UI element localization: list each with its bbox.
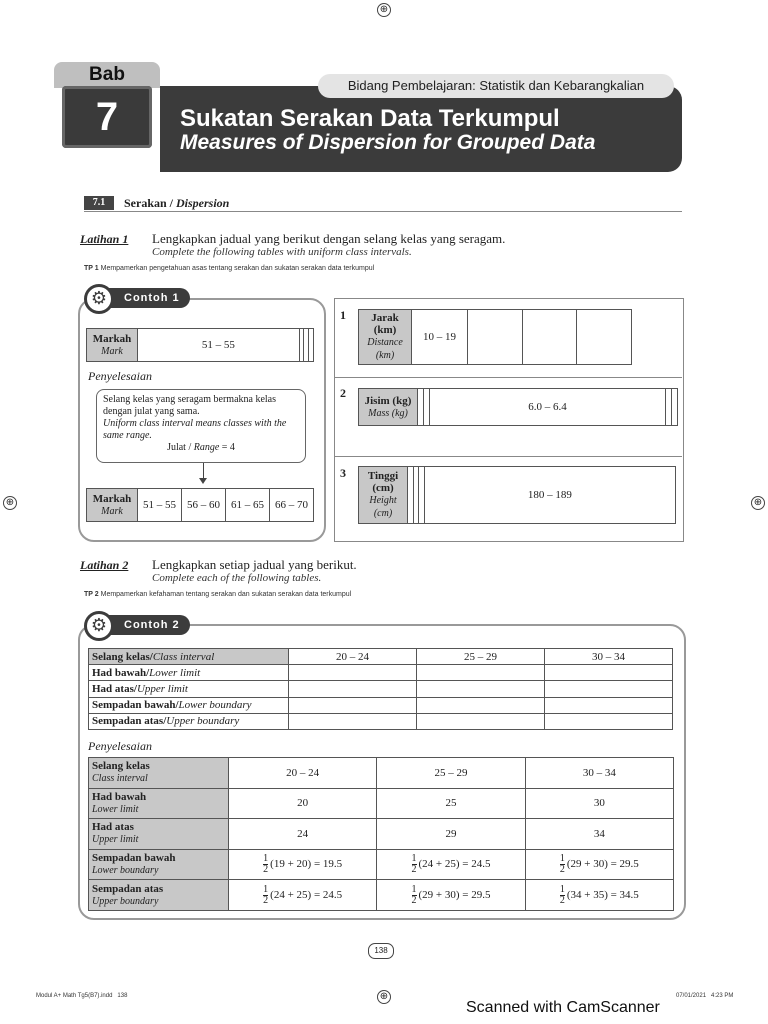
question-2-table <box>358 388 678 426</box>
fraction-half: $\frac{1}{2}$ <box>559 883 565 906</box>
file-info: Modul A+ Math Tg5(B7).indd 138 <box>36 993 128 999</box>
table-cell <box>545 697 673 713</box>
exercise-instruction-en: Complete each of the following tables. <box>152 572 322 584</box>
table-cell <box>289 713 417 729</box>
section-number: 7.1 <box>84 196 114 210</box>
table-cell: 10 – 19 <box>412 310 468 365</box>
table-cell <box>417 681 545 697</box>
gear-icon: ⚙ <box>84 611 114 641</box>
row-header: Selang kelas/Class interval <box>89 649 289 665</box>
table-header: Tinggi (cm) Height (cm) <box>359 467 408 524</box>
table-cell: 20 – 24 <box>229 758 377 789</box>
answer-cell[interactable] <box>522 310 577 365</box>
table-cell <box>309 329 314 362</box>
example-2-question-table <box>88 648 673 730</box>
table-header: Jisim (kg) Mass (kg) <box>359 389 418 426</box>
fraction-half: $\frac{1}{2}$ <box>263 883 269 906</box>
solution-heading: Penyelesaian <box>88 739 152 753</box>
divider <box>334 456 682 457</box>
exercise-label: Latihan 2 <box>80 558 129 572</box>
fraction-half: $\frac{1}{2}$ <box>559 853 565 876</box>
chapter-number: 7 <box>62 86 152 148</box>
question-1-table <box>358 309 632 365</box>
table-cell: 61 – 65 <box>226 489 270 522</box>
table-header: Jarak (km) Distance (km) <box>359 310 412 365</box>
table-cell: 25 – 29 <box>377 758 525 789</box>
table-cell: 25 <box>377 788 525 819</box>
page-title: Sukatan Serakan Data Terkumpul <box>180 105 560 132</box>
table-cell: 29 <box>377 819 525 850</box>
row-header: Sempadan bawah/Lower boundary <box>89 697 289 713</box>
note-range: Julat / Range = 4 <box>167 442 235 453</box>
solution-heading: Penyelesaian <box>88 369 152 383</box>
exercise-instruction-en: Complete the following tables with uniform class intervals. <box>152 246 412 258</box>
registration-mark-icon: ⊕ <box>377 3 391 17</box>
answer-cell[interactable] <box>577 310 632 365</box>
answer-cell[interactable] <box>671 389 677 426</box>
question-number: 1 <box>340 308 346 322</box>
question-number: 2 <box>340 386 346 400</box>
row-header: Had atas Upper limit <box>89 819 229 850</box>
table-cell: 180 – 189 <box>424 467 675 524</box>
table-cell <box>545 681 673 697</box>
table-cell: 30 – 34 <box>525 758 673 789</box>
learning-level: TP 2 Mempamerkan kefahaman tentang serakan dan sukatan serakan data terkumpul <box>84 591 352 598</box>
table-cell <box>289 665 417 681</box>
row-header: Had bawah/Lower limit <box>89 665 289 681</box>
table-cell <box>417 665 545 681</box>
example-question-table <box>86 328 314 362</box>
registration-mark-icon: ⊕ <box>377 990 391 1004</box>
chapter-tab: Bab <box>54 62 160 88</box>
row-header: Had atas/Upper limit <box>89 681 289 697</box>
exercise-label: Latihan 1 <box>80 232 129 246</box>
table-header: Markah Mark <box>87 489 138 522</box>
learning-level: TP 1 Mempamerkan pengetahuan asas tentang serakan dan sukatan serakan data terkumpul <box>84 265 375 272</box>
example-answer-table <box>86 488 314 522</box>
exercise-instruction: Lengkapkan jadual yang berikut dengan selang kelas yang seragam. <box>152 231 506 246</box>
page-subtitle: Measures of Dispersion for Grouped Data <box>180 131 596 154</box>
note-ms: Selang kelas yang seragam bermakna kelas dengan julat yang sama. <box>103 394 276 417</box>
table-cell: $\frac{1}{2}$ (24 + 25) = 24.5 <box>229 880 377 911</box>
section-divider <box>84 211 682 212</box>
subject-area: Bidang Pembelajaran: Statistik dan Kebarangkalian <box>318 74 674 98</box>
example-2-solution-table <box>88 757 674 911</box>
exercise-instruction: Lengkapkan setiap jadual yang berikut. <box>152 557 357 572</box>
fraction-half: $\frac{1}{2}$ <box>411 853 417 876</box>
registration-mark-icon: ⊕ <box>3 496 17 510</box>
table-cell: 6.0 – 6.4 <box>429 389 665 426</box>
table-cell: 20 – 24 <box>289 649 417 665</box>
table-cell: $\frac{1}{2}$ (24 + 25) = 24.5 <box>377 849 525 880</box>
table-cell: $\frac{1}{2}$ (29 + 30) = 29.5 <box>525 849 673 880</box>
row-header: Sempadan atas/Upper boundary <box>89 713 289 729</box>
explanation-note <box>96 389 306 463</box>
table-cell: 51 – 55 <box>138 329 300 362</box>
row-header: Sempadan atas Upper boundary <box>89 880 229 911</box>
table-cell: 66 – 70 <box>270 489 314 522</box>
table-cell <box>417 697 545 713</box>
table-cell: 30 <box>525 788 673 819</box>
table-cell: $\frac{1}{2}$ (34 + 35) = 34.5 <box>525 880 673 911</box>
fraction-half: $\frac{1}{2}$ <box>411 883 417 906</box>
table-cell: 30 – 34 <box>545 649 673 665</box>
table-cell <box>545 665 673 681</box>
section-title: Serakan / Dispersion <box>124 196 230 210</box>
table-cell: $\frac{1}{2}$ (29 + 30) = 29.5 <box>377 880 525 911</box>
example-label: Contoh 2 <box>86 615 190 635</box>
page-number: 138 <box>368 943 394 959</box>
table-cell <box>545 713 673 729</box>
table-cell <box>289 681 417 697</box>
question-number: 3 <box>340 466 346 480</box>
row-header: Selang kelas Class interval <box>89 758 229 789</box>
example-label: Contoh 1 <box>86 288 190 308</box>
registration-mark-icon: ⊕ <box>751 496 765 510</box>
row-header: Sempadan bawah Lower boundary <box>89 849 229 880</box>
note-en: Uniform class interval means classes with the same range. <box>103 418 287 441</box>
timestamp: 07/01/2021 4:23 PM <box>676 993 734 999</box>
arrow-down-icon <box>199 478 207 484</box>
table-cell: 20 <box>229 788 377 819</box>
table-cell <box>289 697 417 713</box>
table-cell: 25 – 29 <box>417 649 545 665</box>
question-3-table <box>358 466 676 524</box>
row-header: Had bawah Lower limit <box>89 788 229 819</box>
table-cell: $\frac{1}{2}$ (19 + 20) = 19.5 <box>229 849 377 880</box>
table-cell: 56 – 60 <box>182 489 226 522</box>
answer-cell[interactable] <box>468 310 523 365</box>
table-header: Markah Mark <box>87 329 138 362</box>
table-cell: 34 <box>525 819 673 850</box>
table-cell: 24 <box>229 819 377 850</box>
divider <box>334 377 682 378</box>
scanner-watermark: Scanned with CamScanner <box>460 999 666 1017</box>
fraction-half: $\frac{1}{2}$ <box>263 853 269 876</box>
table-cell: 51 – 55 <box>138 489 182 522</box>
gear-icon: ⚙ <box>84 284 114 314</box>
table-cell <box>417 713 545 729</box>
